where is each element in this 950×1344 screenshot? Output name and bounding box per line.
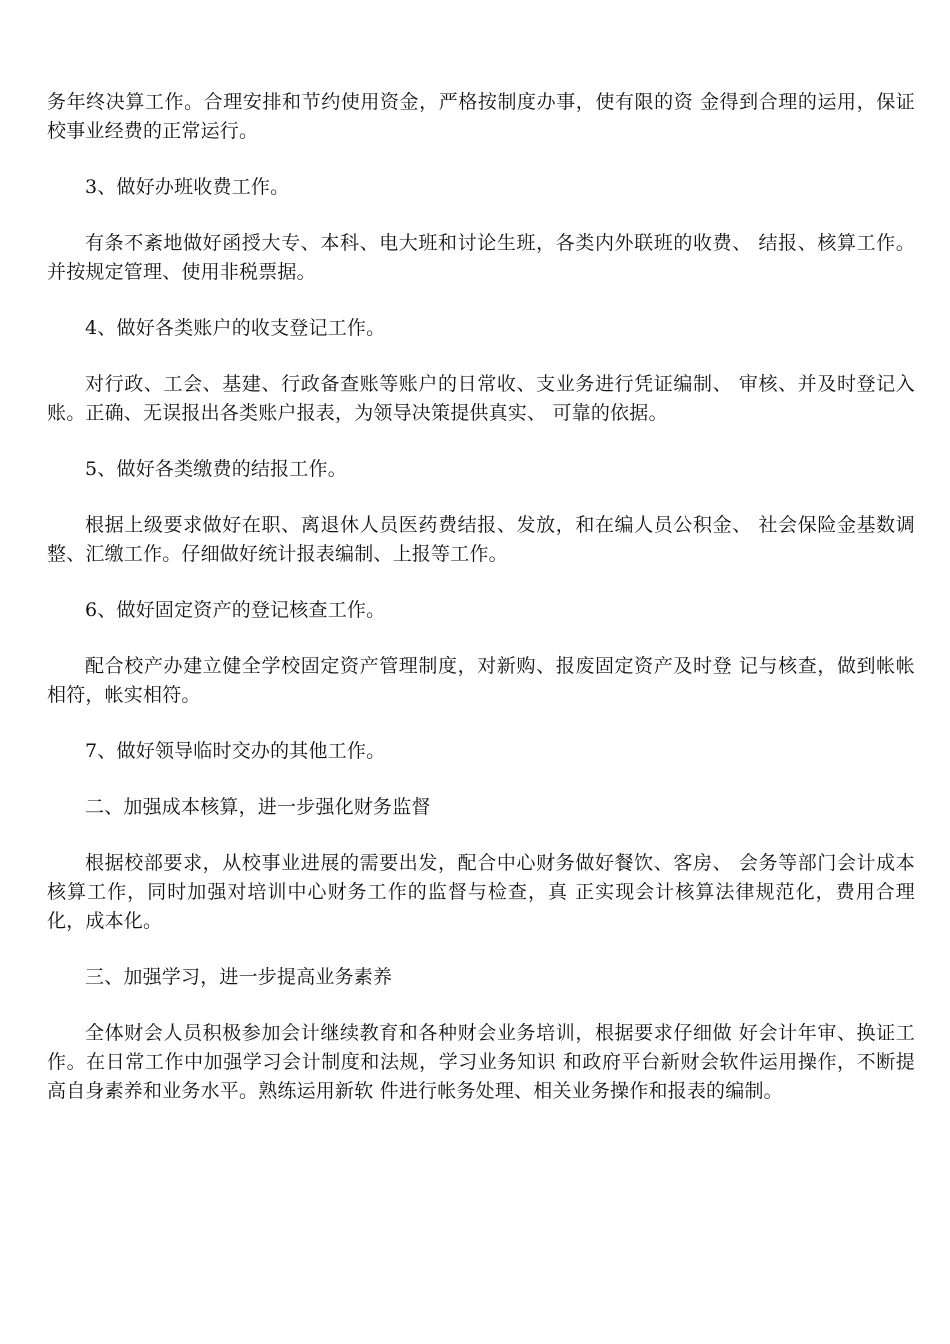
paragraph-budget-closing: 务年终决算工作。合理安排和节约使用资金，严格按制度办事，使有限的资 金得到合理的运用，保证校事业经费的正常运行。 bbox=[47, 91, 915, 142]
paragraph-item-6: 配合校产办建立健全学校固定资产管理制度，对新购、报废固定资产及时登 记与核查，做到帐帐相符，帐实相符。 bbox=[47, 655, 915, 706]
heading-item-3: 3、做好办班收费工作。 bbox=[85, 176, 290, 198]
paragraph-item-3: 有条不紊地做好函授大专、本科、电大班和讨论生班，各类内外联班的收费、 结报、核算工作。并按规定管理、使用非税票据。 bbox=[47, 232, 915, 283]
heading-item-4: 4、做好各类账户的收支登记工作。 bbox=[85, 317, 386, 339]
paragraph-section-3: 全体财会人员积极参加会计继续教育和各种财会业务培训，根据要求仔细做 好会计年审、换证工作。在日常工作中加强学习会计制度和法规，学习业务知识 和政府平台新财会软件运用操作，不断提高自身素养和业务水平。熟练运用新软 件进行帐务处理、相关业务操作和报表的编制。 bbox=[47, 1022, 915, 1102]
heading-item-6: 6、做好固定资产的登记核查工作。 bbox=[85, 599, 386, 621]
heading-item-5: 5、做好各类缴费的结报工作。 bbox=[85, 458, 347, 480]
section-heading-3: 三、加强学习，进一步提高业务素养 bbox=[85, 966, 393, 988]
paragraph-item-4: 对行政、工会、基建、行政备查账等账户的日常收、支业务进行凭证编制、 审核、并及时登记入账。正确、无误报出各类账户报表，为领导决策提供真实、 可靠的依据。 bbox=[47, 373, 915, 424]
section-heading-2: 二、加强成本核算，进一步强化财务监督 bbox=[85, 796, 431, 818]
document-page bbox=[47, 88, 915, 1106]
paragraph-section-2: 根据校部要求，从校事业进展的需要出发，配合中心财务做好餐饮、客房、 会务等部门会计成本核算工作，同时加强对培训中心财务工作的监督与检查，真 正实现会计核算法律规范化，费用合理化，成本化。 bbox=[47, 852, 915, 932]
paragraph-item-5: 根据上级要求做好在职、离退休人员医药费结报、发放，和在编人员公积金、 社会保险金基数调整、汇缴工作。仔细做好统计报表编制、上报等工作。 bbox=[47, 514, 915, 565]
heading-item-7: 7、做好领导临时交办的其他工作。 bbox=[85, 740, 386, 762]
